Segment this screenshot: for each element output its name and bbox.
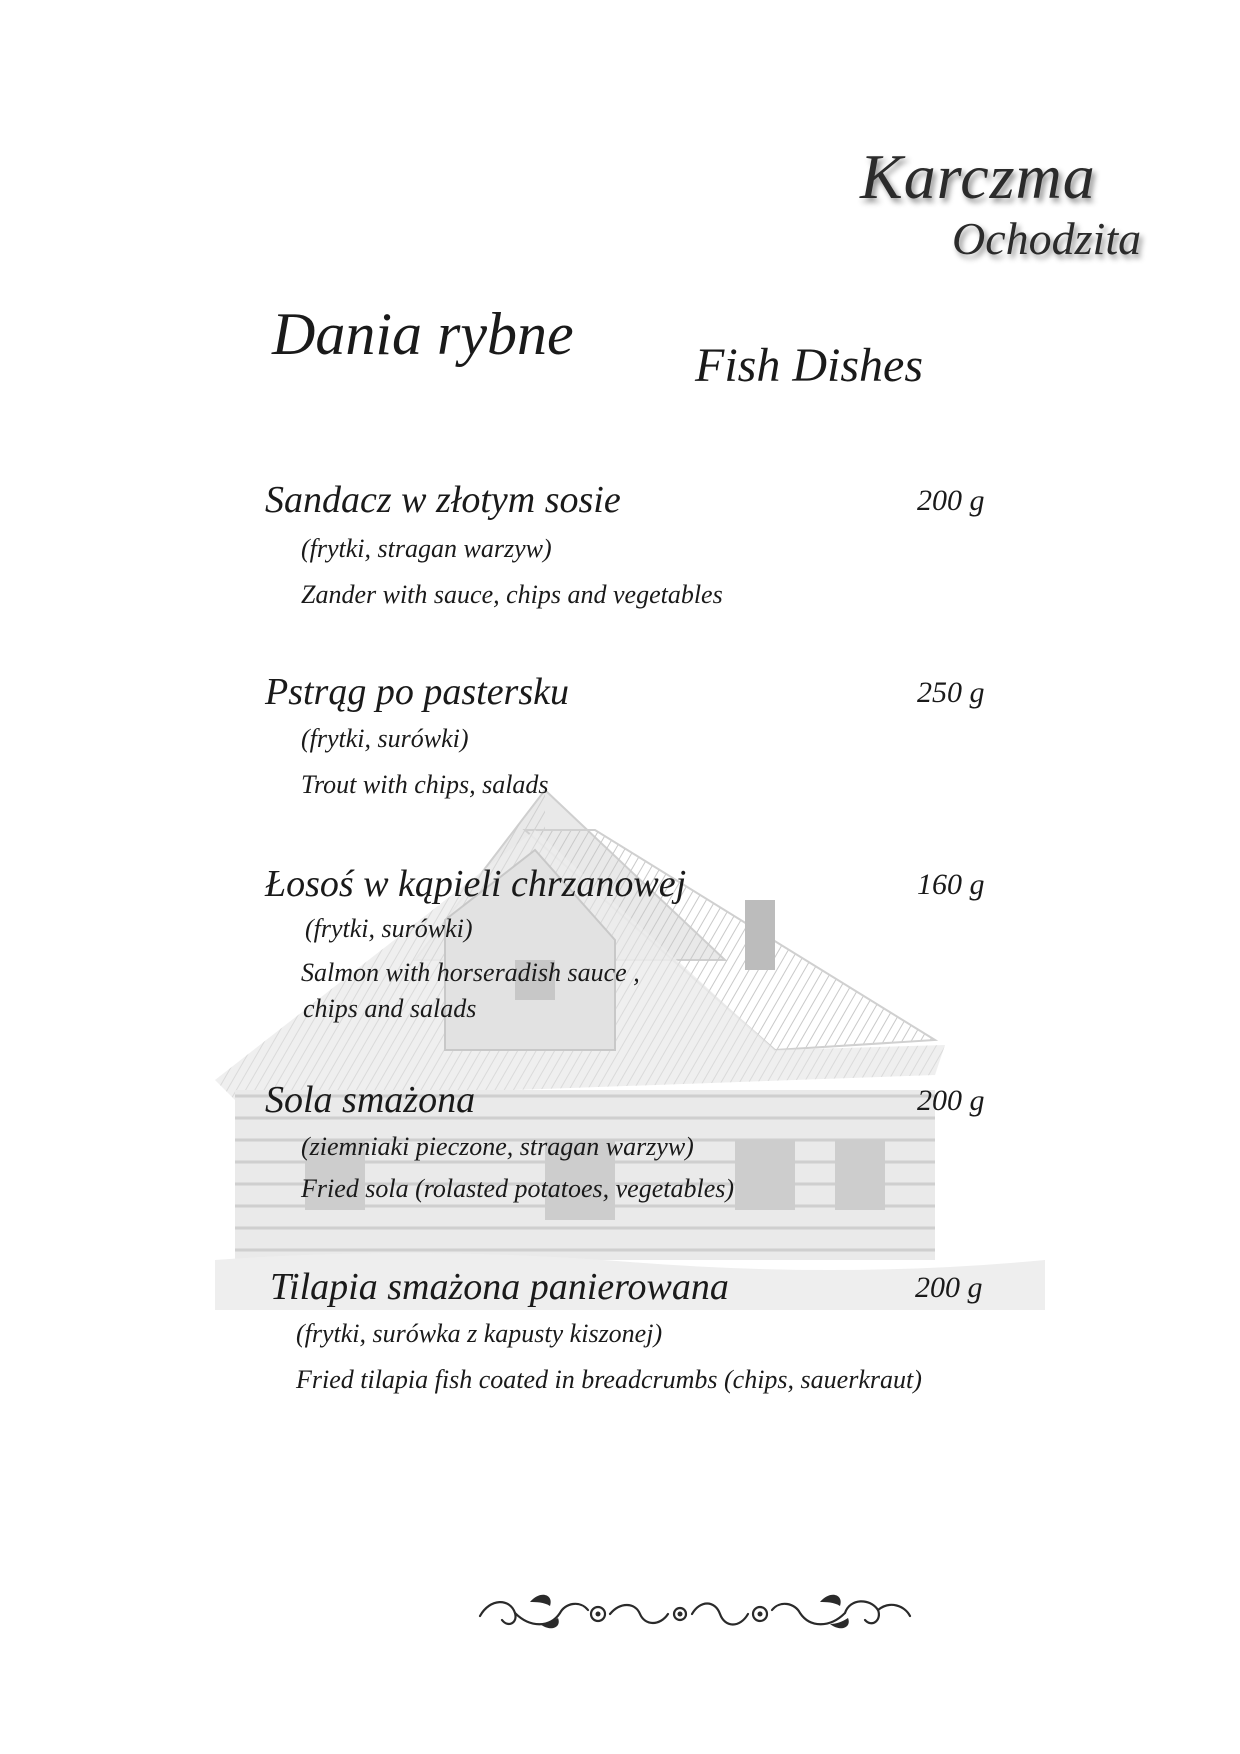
- dish-sides: (frytki, surówki): [305, 914, 473, 943]
- dish-weight: 160 g: [917, 868, 985, 901]
- dish-english-continued: chips and salads: [303, 994, 477, 1023]
- dish-name: Sandacz w złotym sosie: [265, 479, 621, 521]
- section-title-polish: Dania rybne: [272, 301, 574, 367]
- dish-weight: 200 g: [917, 1084, 985, 1117]
- dish-weight: 200 g: [917, 484, 985, 517]
- menu-item: [265, 1078, 1025, 1218]
- dish-english: Trout with chips, salads: [301, 770, 549, 799]
- dish-weight: 200 g: [915, 1271, 983, 1304]
- menu-item: [265, 862, 1025, 1042]
- dish-name: Tilapia smażona panierowana: [270, 1266, 729, 1308]
- dish-sides: (frytki, surówki): [301, 724, 469, 753]
- dish-english: Zander with sauce, chips and vegetables: [301, 580, 723, 609]
- dish-english: Salmon with horseradish sauce ,: [301, 958, 640, 987]
- section-title-english: Fish Dishes: [695, 339, 923, 392]
- logo-line-2: Ochodzita: [952, 213, 1142, 264]
- dish-name: Łosoś w kąpieli chrzanowej: [265, 863, 687, 905]
- dish-weight: 250 g: [917, 676, 985, 709]
- dish-sides: (ziemniaki pieczone, stragan warzyw): [301, 1132, 694, 1161]
- menu-item: [265, 670, 1025, 810]
- dish-sides: (frytki, stragan warzyw): [301, 534, 552, 563]
- dish-sides: (frytki, surówka z kapusty kiszonej): [296, 1319, 663, 1348]
- menu-item: [265, 478, 1025, 618]
- menu-item: [270, 1265, 1030, 1405]
- restaurant-logo: [860, 140, 1160, 280]
- dish-english: Fried tilapia fish coated in breadcrumbs (chips, sauerkraut): [296, 1365, 922, 1394]
- dish-english: Fried sola (rolasted potatoes, vegetables): [301, 1174, 735, 1203]
- logo-line-1: Karczma: [860, 141, 1096, 212]
- dish-name: Pstrąg po pastersku: [265, 671, 569, 713]
- dish-name: Sola smażona: [265, 1079, 476, 1121]
- decorative-ornament-icon: [470, 1588, 920, 1638]
